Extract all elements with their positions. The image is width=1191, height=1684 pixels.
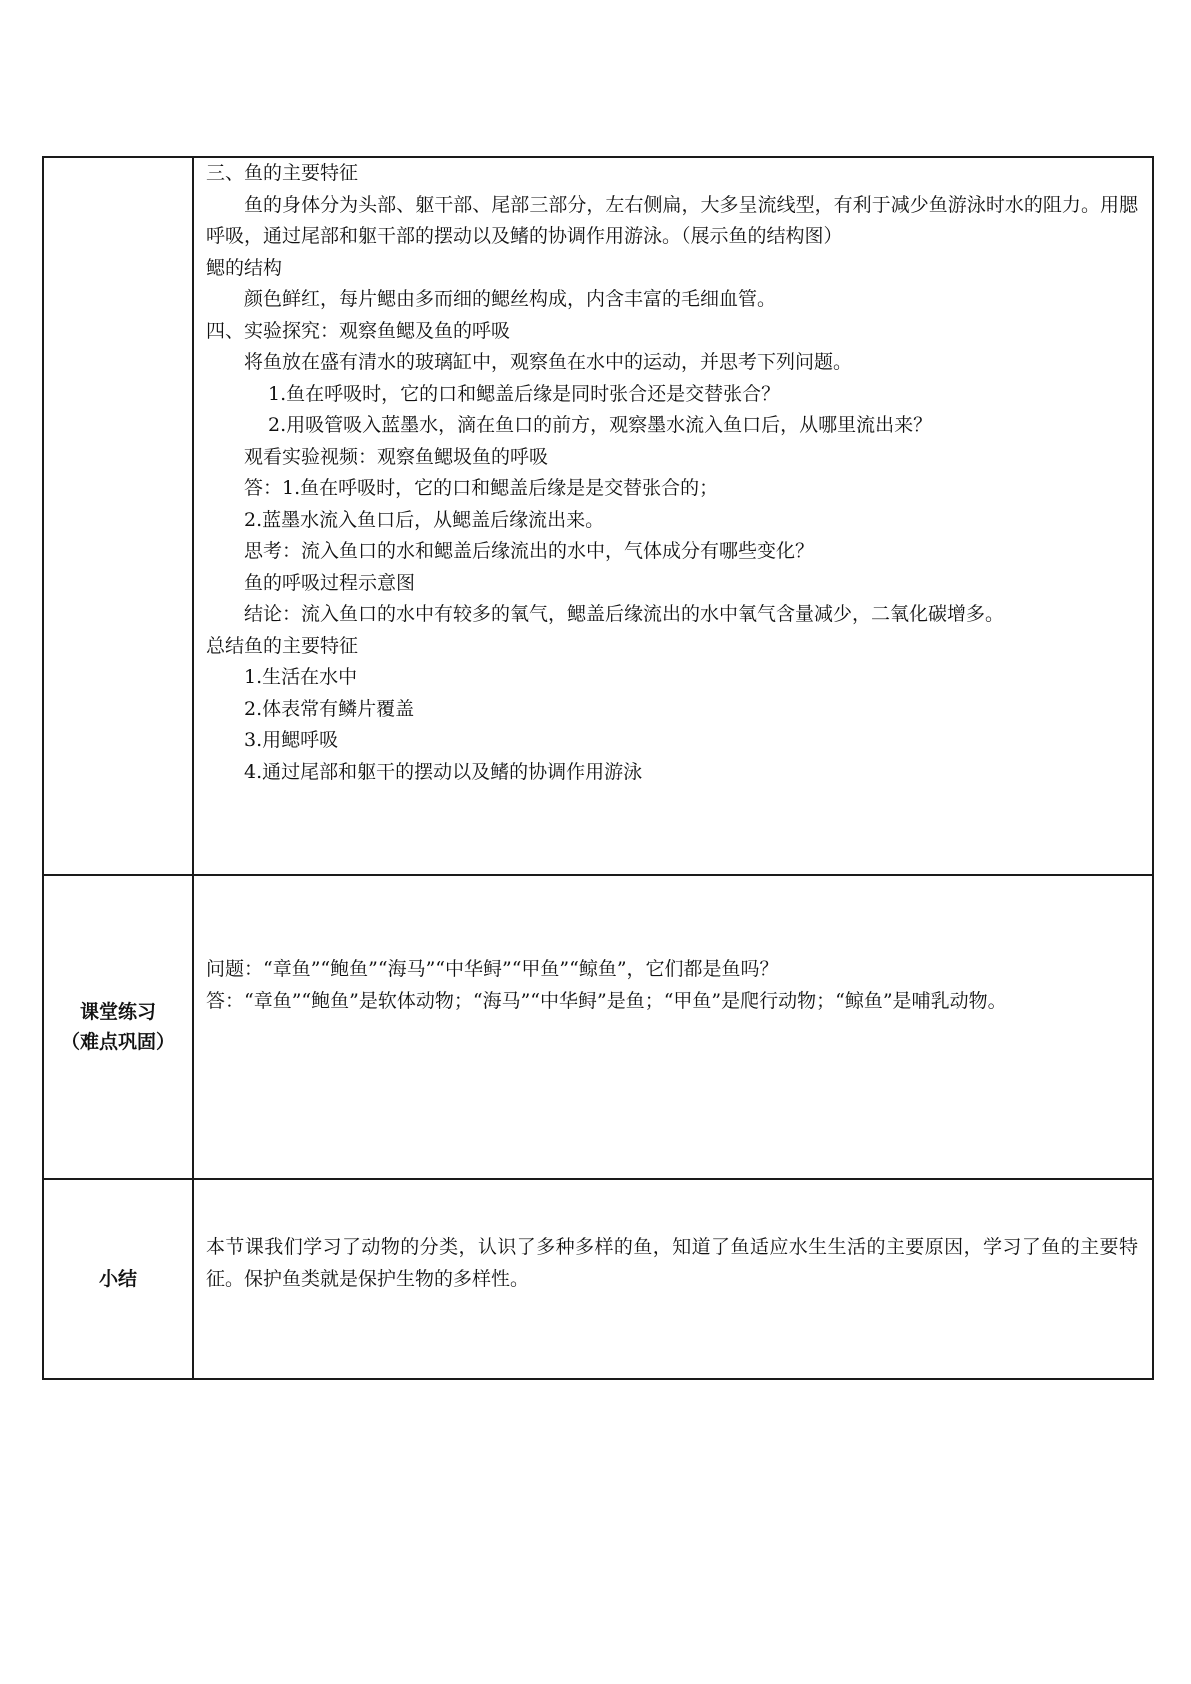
- answer-2: 2.蓝墨水流入鱼口后，从鳃盖后缘流出来。: [244, 508, 605, 531]
- diagram-caption: 鱼的呼吸过程示意图: [244, 571, 416, 594]
- exercise-label: 课堂练习: [79, 1001, 156, 1023]
- video-line: 观看实验视频：观察鱼鳃圾鱼的呼吸: [244, 445, 549, 468]
- gill-heading: 鳃的结构: [206, 256, 283, 279]
- content-cell-teaching: [193, 157, 1153, 875]
- exercise-content-cell: [193, 875, 1153, 1179]
- gill-description: 颜色鲜红，每片鳃由多而细的鳃丝构成，内含丰富的毛细血管。: [244, 288, 777, 310]
- table-row-summary: [43, 1179, 1153, 1379]
- summary-heading: 总结鱼的主要特征: [206, 634, 359, 657]
- question-1: 1.鱼在呼吸时，它的口和鳃盖后缘是同时张合还是交替张合？: [268, 382, 781, 405]
- exercise-question: 问题：“章鱼”“鲍鱼”“海马”“中华鲟”“甲鱼”“鲸鱼”，它们都是鱼吗？: [206, 958, 779, 980]
- table-row-content: [43, 157, 1153, 875]
- section-heading-3: 三、鱼的主要特征: [206, 162, 359, 184]
- feature-item: 4.通过尾部和躯干的摆动以及鳍的协调作用游泳: [244, 760, 643, 783]
- experiment-intro: 将鱼放在盛有清水的玻璃缸中，观察鱼在水中的运动，并思考下列问题。: [244, 351, 853, 373]
- exercise-label-cell: [43, 875, 193, 1179]
- think-line: 思考：流入鱼口的水和鳃盖后缘流出的水中，气体成分有哪些变化？: [244, 540, 815, 562]
- conclusion-line: 结论：流入鱼口的水中有较多的氧气，鳃盖后缘流出的水中氧气含量减少，二氧化碳增多。: [244, 603, 1005, 625]
- question-2: 2.用吸管吸入蓝墨水，滴在鱼口的前方，观察墨水流入鱼口后，从哪里流出来？: [268, 414, 933, 436]
- feature-item: 3.用鳃呼吸: [244, 729, 339, 751]
- exercise-sublabel: （难点巩固）: [60, 1031, 175, 1053]
- section-heading-4: 四、实验探究：观察鱼鳃及鱼的呼吸: [206, 319, 511, 342]
- summary-label: 小结: [98, 1268, 137, 1290]
- summary-label-cell: [43, 1179, 193, 1379]
- lesson-table: [42, 156, 1154, 1380]
- fish-body-paragraph: 鱼的身体分为头部、躯干部、尾部三部分，左右侧扁，大多呈流线型，有利于减少鱼游泳时水的阻力。用腮呼吸，通过尾部和躯干部的摆动以及鳍的协调作用游泳。（展示鱼的结构图）: [206, 193, 1138, 247]
- feature-item: 1.生活在水中: [244, 666, 358, 688]
- summary-text: 本节课我们学习了动物的分类，认识了多种多样的鱼，知道了鱼适应水生生活的主要原因，学习了鱼的主要特征。保护鱼类就是保护生物的多样性。: [206, 1236, 1138, 1290]
- answer-1: 答：1.鱼在呼吸时，它的口和鳃盖后缘是是交替张合的；: [244, 477, 719, 499]
- exercise-answer: 答：“章鱼”“鲍鱼”是软体动物；“海马”“中华鲟”是鱼；“甲鱼”是爬行动物；“鲸鱼”是哺乳动物。: [206, 989, 1007, 1012]
- summary-content-cell: [193, 1179, 1153, 1379]
- empty-label-cell: [43, 157, 193, 875]
- table-row-exercise: [43, 875, 1153, 1179]
- feature-item: 2.体表常有鳞片覆盖: [244, 697, 415, 720]
